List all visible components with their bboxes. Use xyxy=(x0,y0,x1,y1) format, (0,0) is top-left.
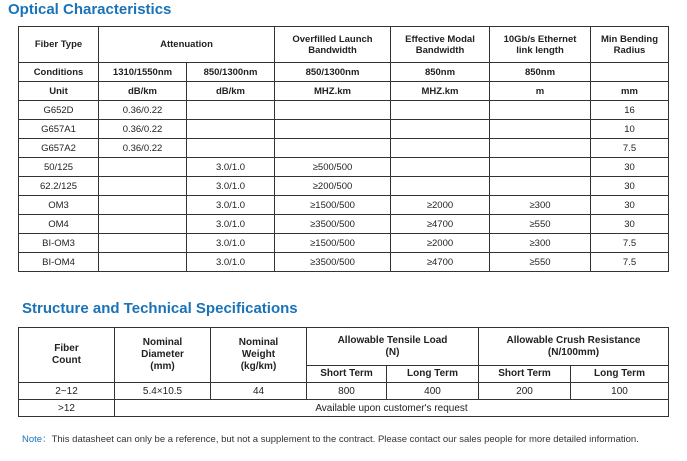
header-tensile-short-term: Short Term xyxy=(307,366,387,383)
table-cell: 2~12 xyxy=(19,383,115,400)
optical-characteristics-title: Optical Characteristics xyxy=(8,1,172,18)
table-cell xyxy=(490,101,591,120)
table-cell: 0.36/0.22 xyxy=(99,101,187,120)
table-cell: 0.36/0.22 xyxy=(99,139,187,158)
units-row xyxy=(19,82,669,101)
table-cell: ≥1500/500 xyxy=(275,196,391,215)
table-cell: m xyxy=(490,82,591,101)
header-nominal-diameter: Nominal Diameter (mm) xyxy=(115,328,211,383)
table-cell xyxy=(275,139,391,158)
table-cell: 30 xyxy=(591,215,669,234)
header-row xyxy=(19,328,669,366)
table-cell: ≥2000 xyxy=(391,234,490,253)
table-cell: 30 xyxy=(591,196,669,215)
table-cell: mm xyxy=(591,82,669,101)
table-row xyxy=(19,234,669,253)
table-cell: MHZ.km xyxy=(391,82,490,101)
table-cell xyxy=(391,177,490,196)
header-allowable-crush-resistance: Allowable Crush Resistance (N/100mm) xyxy=(479,328,669,366)
table-row xyxy=(19,177,669,196)
table-cell: 44 xyxy=(211,383,307,400)
table-cell: ≥3500/500 xyxy=(275,253,391,272)
header-fiber-type: Fiber Type xyxy=(19,27,99,63)
table-cell: dB/km xyxy=(99,82,187,101)
table-row xyxy=(19,139,669,158)
table-cell: 30 xyxy=(591,177,669,196)
table-cell: dB/km xyxy=(187,82,275,101)
table-cell: 50/125 xyxy=(19,158,99,177)
structure-specifications-title: Structure and Technical Specifications xyxy=(22,300,298,317)
table-row xyxy=(19,215,669,234)
table-cell: 850/1300nm xyxy=(187,63,275,82)
table-cell: ≥200/500 xyxy=(275,177,391,196)
table-cell: ≥550 xyxy=(490,215,591,234)
table-cell: ≥2000 xyxy=(391,196,490,215)
table-cell xyxy=(187,139,275,158)
header-overfilled-launch-bandwidth: Overfilled Launch Bandwidth xyxy=(275,27,391,63)
table-cell: 7.5 xyxy=(591,139,669,158)
table-cell: OM4 xyxy=(19,215,99,234)
table-cell: 7.5 xyxy=(591,234,669,253)
table-cell xyxy=(391,101,490,120)
header-crush-short-term: Short Term xyxy=(479,366,571,383)
table-cell: 1310/1550nm xyxy=(99,63,187,82)
table-cell: 400 xyxy=(387,383,479,400)
header-row xyxy=(19,27,669,63)
table-row xyxy=(19,158,669,177)
table-cell xyxy=(99,234,187,253)
table-cell: ≥4700 xyxy=(391,253,490,272)
table-cell: >12 xyxy=(19,400,115,417)
table-cell: G657A1 xyxy=(19,120,99,139)
table-cell: 30 xyxy=(591,158,669,177)
table-cell: BI-OM3 xyxy=(19,234,99,253)
table-cell: 3.0/1.0 xyxy=(187,177,275,196)
table-row xyxy=(19,101,669,120)
table-cell: ≥500/500 xyxy=(275,158,391,177)
header-effective-modal-bandwidth: Effective Modal Bandwidth xyxy=(391,27,490,63)
header-nominal-weight: Nominal Weight (kg/km) xyxy=(211,328,307,383)
table-row xyxy=(19,400,669,417)
table-cell: ≥3500/500 xyxy=(275,215,391,234)
table-cell: ≥300 xyxy=(490,196,591,215)
table-cell xyxy=(99,158,187,177)
table-cell xyxy=(490,120,591,139)
table-cell: Unit xyxy=(19,82,99,101)
table-cell xyxy=(99,177,187,196)
table-cell: ≥550 xyxy=(490,253,591,272)
table-cell: 3.0/1.0 xyxy=(187,158,275,177)
table-cell xyxy=(187,120,275,139)
table-cell: OM3 xyxy=(19,196,99,215)
table-cell xyxy=(391,120,490,139)
conditions-row xyxy=(19,63,669,82)
table-cell: 850nm xyxy=(391,63,490,82)
table-cell: 3.0/1.0 xyxy=(187,215,275,234)
header-ethernet-link-length: 10Gb/s Ethernet link length xyxy=(490,27,591,63)
table-cell: 100 xyxy=(571,383,669,400)
table-cell: ≥4700 xyxy=(391,215,490,234)
table-cell xyxy=(490,139,591,158)
table-cell: 850nm xyxy=(490,63,591,82)
table-row xyxy=(19,383,669,400)
footnote-text: This datasheet can only be a reference, but not a supplement to the contract. Please contact our sales people for more detailed information. xyxy=(51,434,639,445)
footnote xyxy=(22,431,639,445)
header-attenuation: Attenuation xyxy=(99,27,275,63)
header-allowable-tensile-load: Allowable Tensile Load (N) xyxy=(307,328,479,366)
table-cell: 3.0/1.0 xyxy=(187,196,275,215)
table-row xyxy=(19,120,669,139)
table-cell: Conditions xyxy=(19,63,99,82)
table-cell xyxy=(99,215,187,234)
table-cell: 0.36/0.22 xyxy=(99,120,187,139)
table-cell: G652D xyxy=(19,101,99,120)
table-cell: MHZ.km xyxy=(275,82,391,101)
table-cell xyxy=(275,120,391,139)
availability-note-cell: Available upon customer's request xyxy=(115,400,669,417)
table-cell: 3.0/1.0 xyxy=(187,234,275,253)
table-cell xyxy=(591,63,669,82)
table-cell: 10 xyxy=(591,120,669,139)
table-cell: 200 xyxy=(479,383,571,400)
table-cell: 800 xyxy=(307,383,387,400)
table-cell: 62.2/125 xyxy=(19,177,99,196)
header-tensile-long-term: Long Term xyxy=(387,366,479,383)
table-cell xyxy=(99,253,187,272)
table-cell: 5.4×10.5 xyxy=(115,383,211,400)
table-cell xyxy=(391,158,490,177)
structure-specifications-table xyxy=(18,327,669,417)
table-cell: 3.0/1.0 xyxy=(187,253,275,272)
table-cell xyxy=(490,158,591,177)
table-row xyxy=(19,196,669,215)
table-cell xyxy=(187,101,275,120)
table-cell: ≥1500/500 xyxy=(275,234,391,253)
header-fiber-count: Fiber Count xyxy=(19,328,115,383)
table-cell: G657A2 xyxy=(19,139,99,158)
table-cell: BI-OM4 xyxy=(19,253,99,272)
header-min-bending-radius: Min Bending Radius xyxy=(591,27,669,63)
table-cell: 7.5 xyxy=(591,253,669,272)
table-cell: ≥300 xyxy=(490,234,591,253)
table-cell: 16 xyxy=(591,101,669,120)
table-cell: 850/1300nm xyxy=(275,63,391,82)
optical-characteristics-table xyxy=(18,26,669,272)
footnote-label: Note： xyxy=(22,434,52,445)
table-cell xyxy=(99,196,187,215)
table-cell xyxy=(391,139,490,158)
table-row xyxy=(19,253,669,272)
table-cell xyxy=(490,177,591,196)
table-cell xyxy=(275,101,391,120)
header-crush-long-term: Long Term xyxy=(571,366,669,383)
